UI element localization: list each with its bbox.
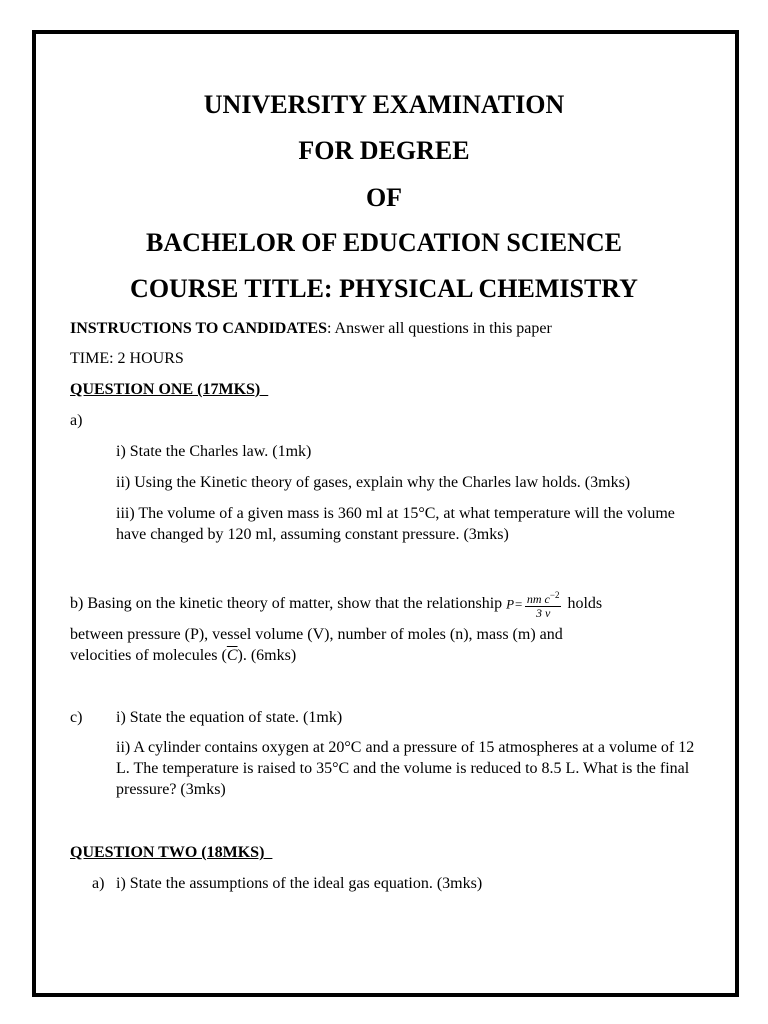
- equation-numerator: [525, 589, 562, 607]
- equation-denominator: 3 v: [536, 606, 551, 620]
- q2-a-i: i) State the assumptions of the ideal gas equation. (3mks): [116, 875, 483, 892]
- equation-numerator-text: nm c: [526, 592, 550, 606]
- q1-part-a-label: a): [70, 412, 83, 429]
- time-allowed: TIME: 2 HOURS: [70, 350, 184, 367]
- q1-b-text-post: holds: [563, 595, 603, 613]
- equation-fraction: [525, 589, 562, 620]
- q1-b-text-pre: b) Basing on the kinetic theory of matter, show that the relationship: [70, 595, 503, 613]
- exam-title-course: COURSE TITLE: PHYSICAL CHEMISTRY: [130, 274, 638, 303]
- q1-b-line1: [70, 589, 602, 620]
- question-one-heading: QUESTION ONE (17MKS): [70, 381, 269, 398]
- q1-b-line3-pre: velocities of molecules (: [70, 647, 227, 664]
- instructions-label: INSTRUCTIONS TO CANDIDATES: [70, 320, 327, 337]
- q1-a-iii: iii) The volume of a given mass is 360 ml at 15°C, at what temperature will the volume have changed by 120 ml, assuming constant pressure. (3mks): [116, 505, 675, 543]
- q1-c-ii: ii) A cylinder contains oxygen at 20°C and a pressure of 15 atmospheres at a volume of 12 L. The temperature is raised to 35°C and the volume is reduced to 8.5 L. What is the final pressure? (3mks): [116, 739, 695, 798]
- equation-exponent: −2: [549, 590, 560, 600]
- exam-title-program: BACHELOR OF EDUCATION SCIENCE: [145, 228, 622, 257]
- q1-b-line3: [70, 645, 296, 666]
- q1-b-line3-post: ). (6mks): [237, 647, 297, 664]
- q1-a-ii: ii) Using the Kinetic theory of gases, explain why the Charles law holds. (3mks): [116, 474, 631, 491]
- q1-b-line2: between pressure (P), vessel volume (V), number of moles (n), mass (m) and: [70, 626, 563, 643]
- instructions-text: : Answer all questions in this paper: [326, 320, 552, 337]
- q2-part-a-label: a): [92, 875, 105, 892]
- equation-p: P=: [506, 596, 523, 612]
- exam-title-university: UNIVERSITY EXAMINATION: [203, 90, 565, 119]
- q1-a-i: i) State the Charles law. (1mk): [116, 443, 312, 460]
- exam-title-of: OF: [365, 183, 403, 212]
- q1-c-i: i) State the equation of state. (1mk): [116, 709, 343, 726]
- velocity-symbol: $\overline{C}$: [226, 647, 238, 664]
- exam-title-degree: FOR DEGREE: [298, 136, 470, 165]
- instructions: [70, 318, 552, 339]
- question-two-heading: QUESTION TWO (18MKS): [70, 844, 273, 861]
- q1-part-c-label: c): [70, 709, 83, 726]
